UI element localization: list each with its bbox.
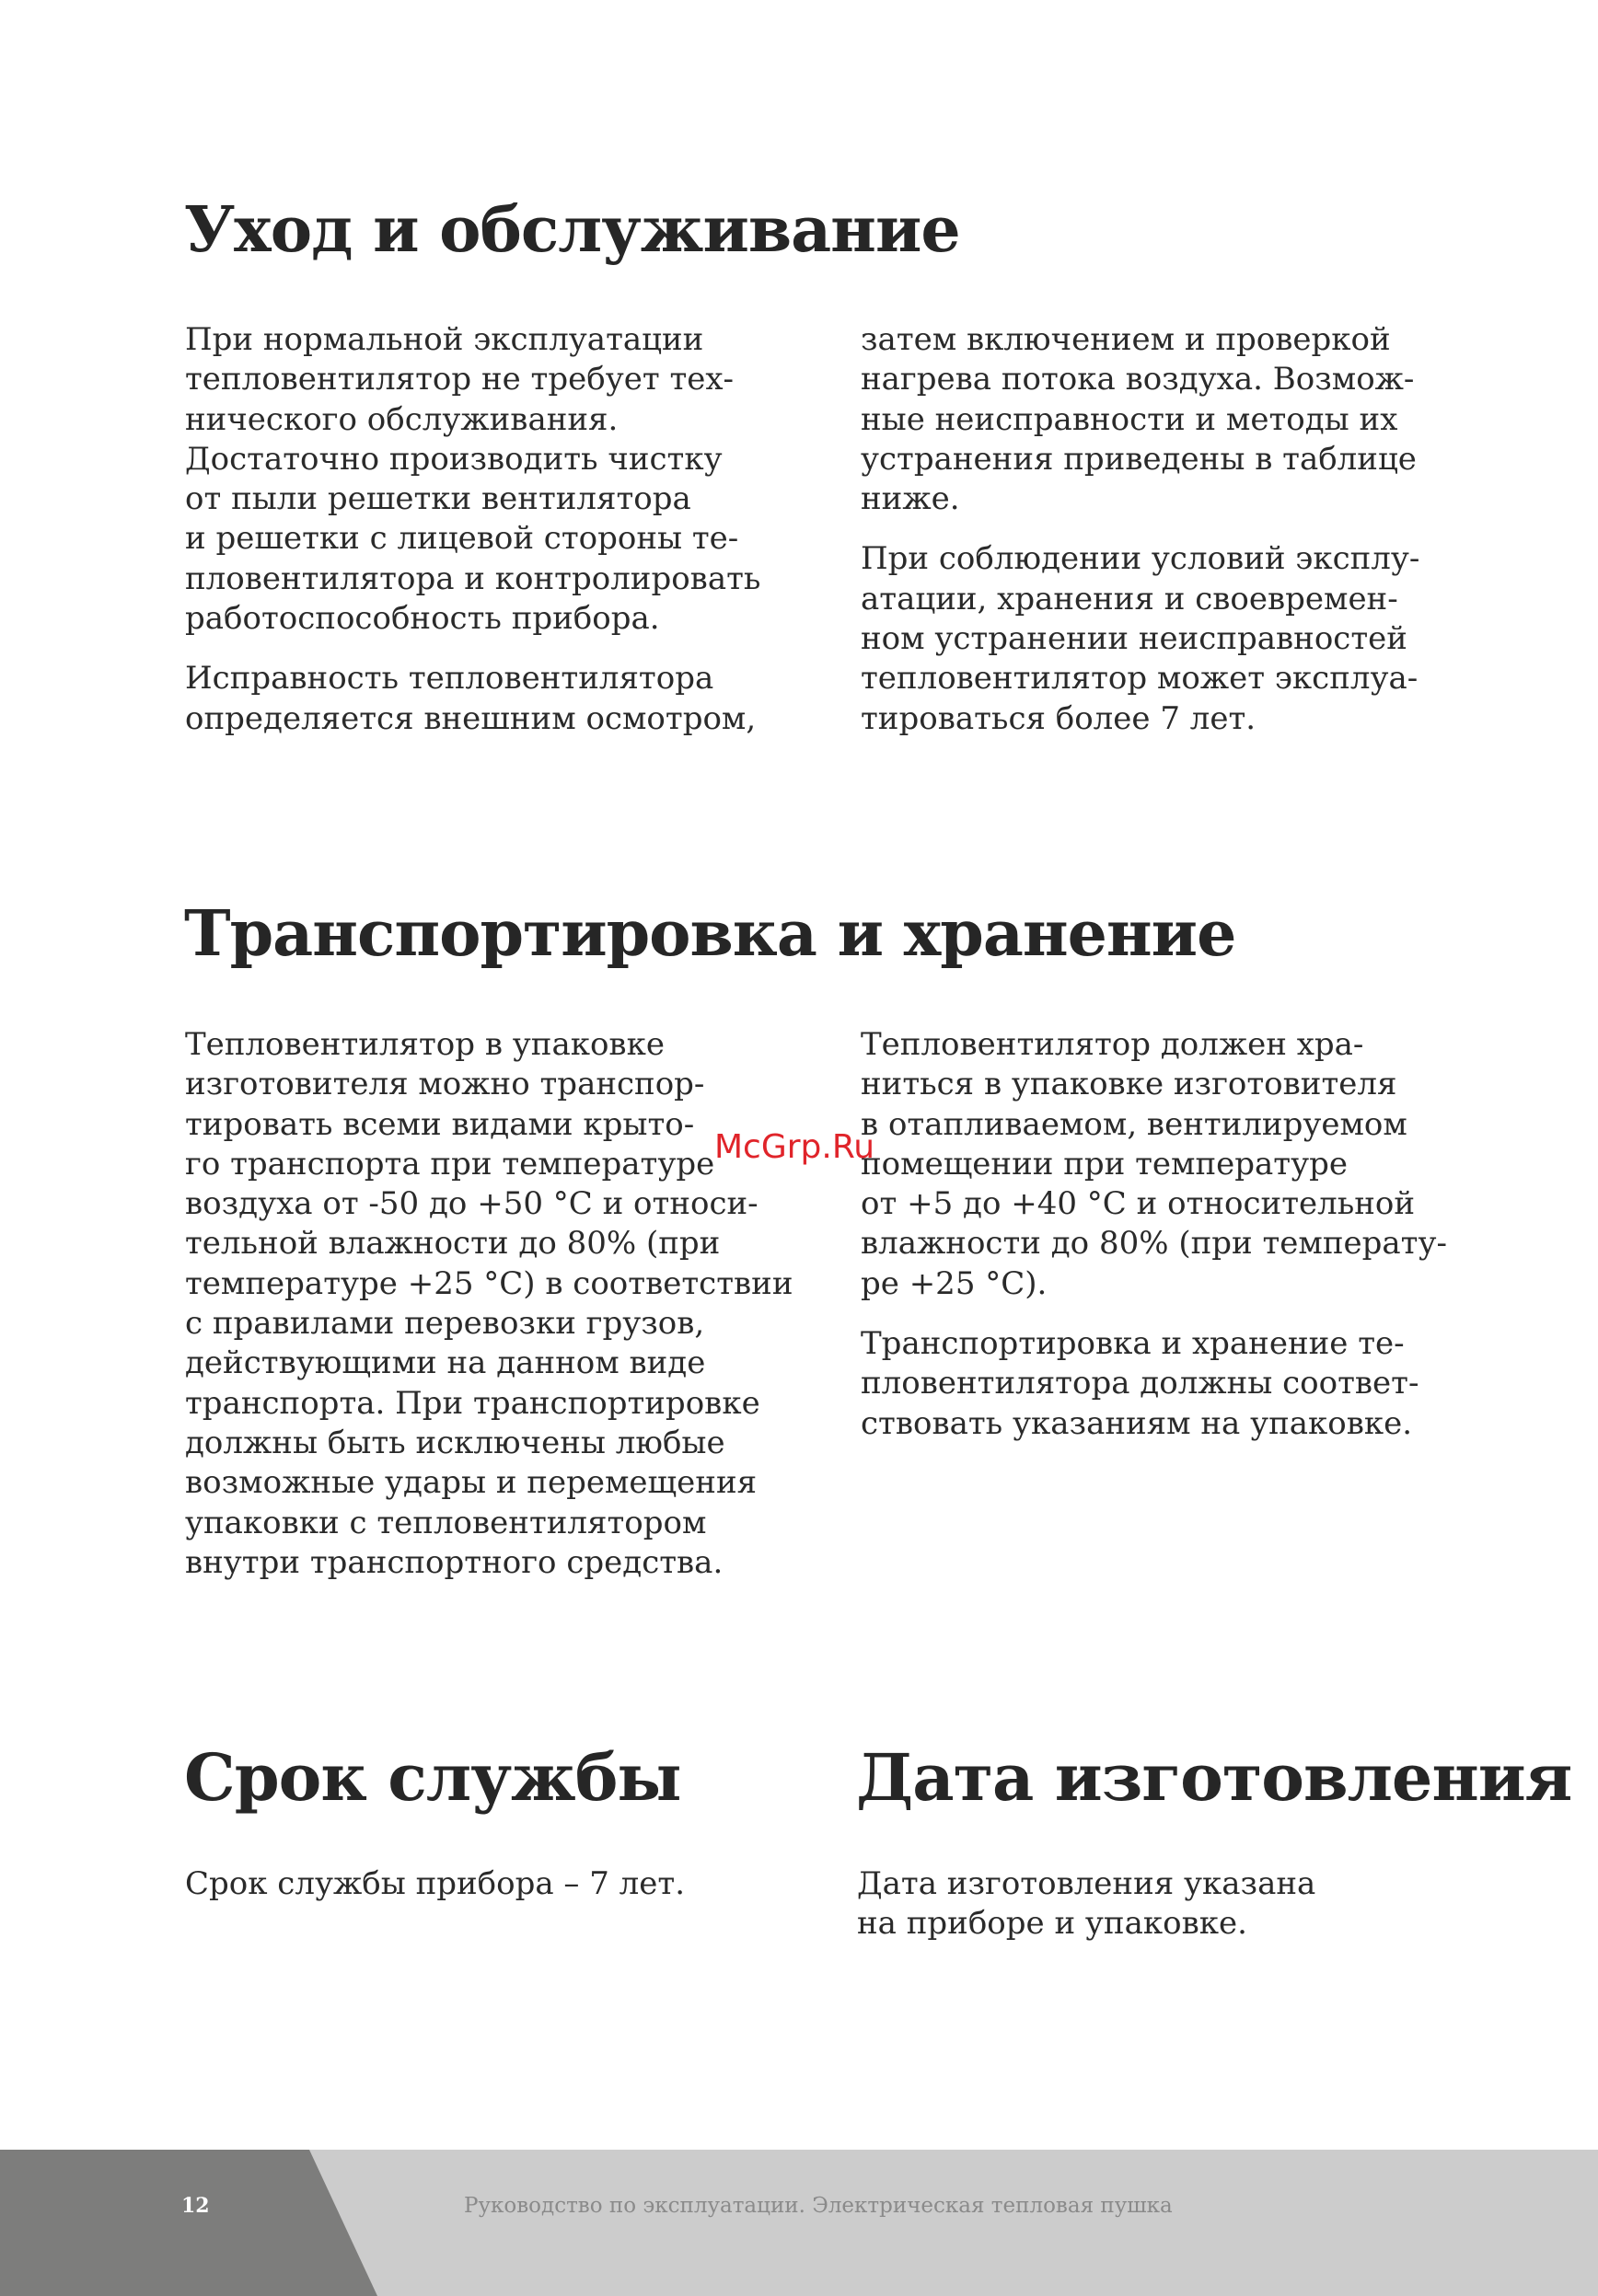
service-life-column [185, 1864, 811, 1924]
transport-title: Транспортировка и хранение [184, 897, 1236, 971]
transport-right-paragraph-2: Транспортировка и хранение те- пловентилятора должны соответ- ствовать указаниям на упаковке. [861, 1325, 1419, 1442]
page-footer [0, 2150, 1598, 2296]
care-right-paragraph-2: При соблюдении условий эксплу- атации, хранения и своевремен- ном устранении неисправностей тепловентилятор может эксплуа- тироваться более 7 лет. [861, 540, 1420, 737]
page-number: 12 [181, 2194, 210, 2218]
care-title: Уход и обслуживание [184, 193, 960, 267]
manufacture-date-title: Дата изготовления [856, 1739, 1572, 1816]
transport-right-paragraph-1: Тепловентилятор должен хра- ниться в упаковке изготовителя в отапливаемом, вентилируемом помещении при температуре от +5 до +40 °С и относительной влажности до 80% (при температу- ре +25 °С). [861, 1026, 1447, 1302]
transport-left-column [185, 1025, 820, 1603]
care-left-paragraph-1: При нормальной эксплуатации тепловентилятор не требует тех- нического обслуживания. Достаточно производить чистку от пыли решетки вентилятора и решетки с лицевой стороны те- пловентилятора и контролировать работоспособность прибора. [185, 321, 761, 638]
care-left-paragraph-2: Исправность тепловентилятора определяется внешним осмотром, [185, 660, 757, 737]
manufacture-date-text: Дата изготовления указана на приборе и упаковке. [857, 1865, 1316, 1943]
watermark: McGrp.Ru [714, 1128, 875, 1166]
service-life-title: Срок службы [184, 1739, 681, 1816]
care-right-paragraph-1: затем включением и проверкой нагрева потока воздуха. Возмож- ные неисправности и методы их устранения приведены в таблице ниже. [861, 321, 1417, 518]
service-life-text: Срок службы прибора – 7 лет. [185, 1865, 686, 1902]
transport-left-paragraph-1: Тепловентилятор в упаковке изготовителя можно транспор- тировать всеми видами крыто- го транспорта при температуре воздуха от -50 до +50 °С и относи- тельной влажности до 80% (при температуре +25 °С) в соответствии с правилами перевозки грузов, действующими на данном виде транспорта. При транспортировке должны быть исключены любые возможные удары и перемещения упаковки с тепловентилятором внутри транспортного средства. [185, 1026, 793, 1581]
care-left-column [185, 320, 811, 759]
care-right-column [861, 320, 1487, 759]
transport-right-column [861, 1025, 1505, 1464]
footer-caption: Руководство по эксплуатации. Электрическая тепловая пушка [464, 2194, 1173, 2218]
manufacture-date-column [857, 1864, 1501, 1965]
